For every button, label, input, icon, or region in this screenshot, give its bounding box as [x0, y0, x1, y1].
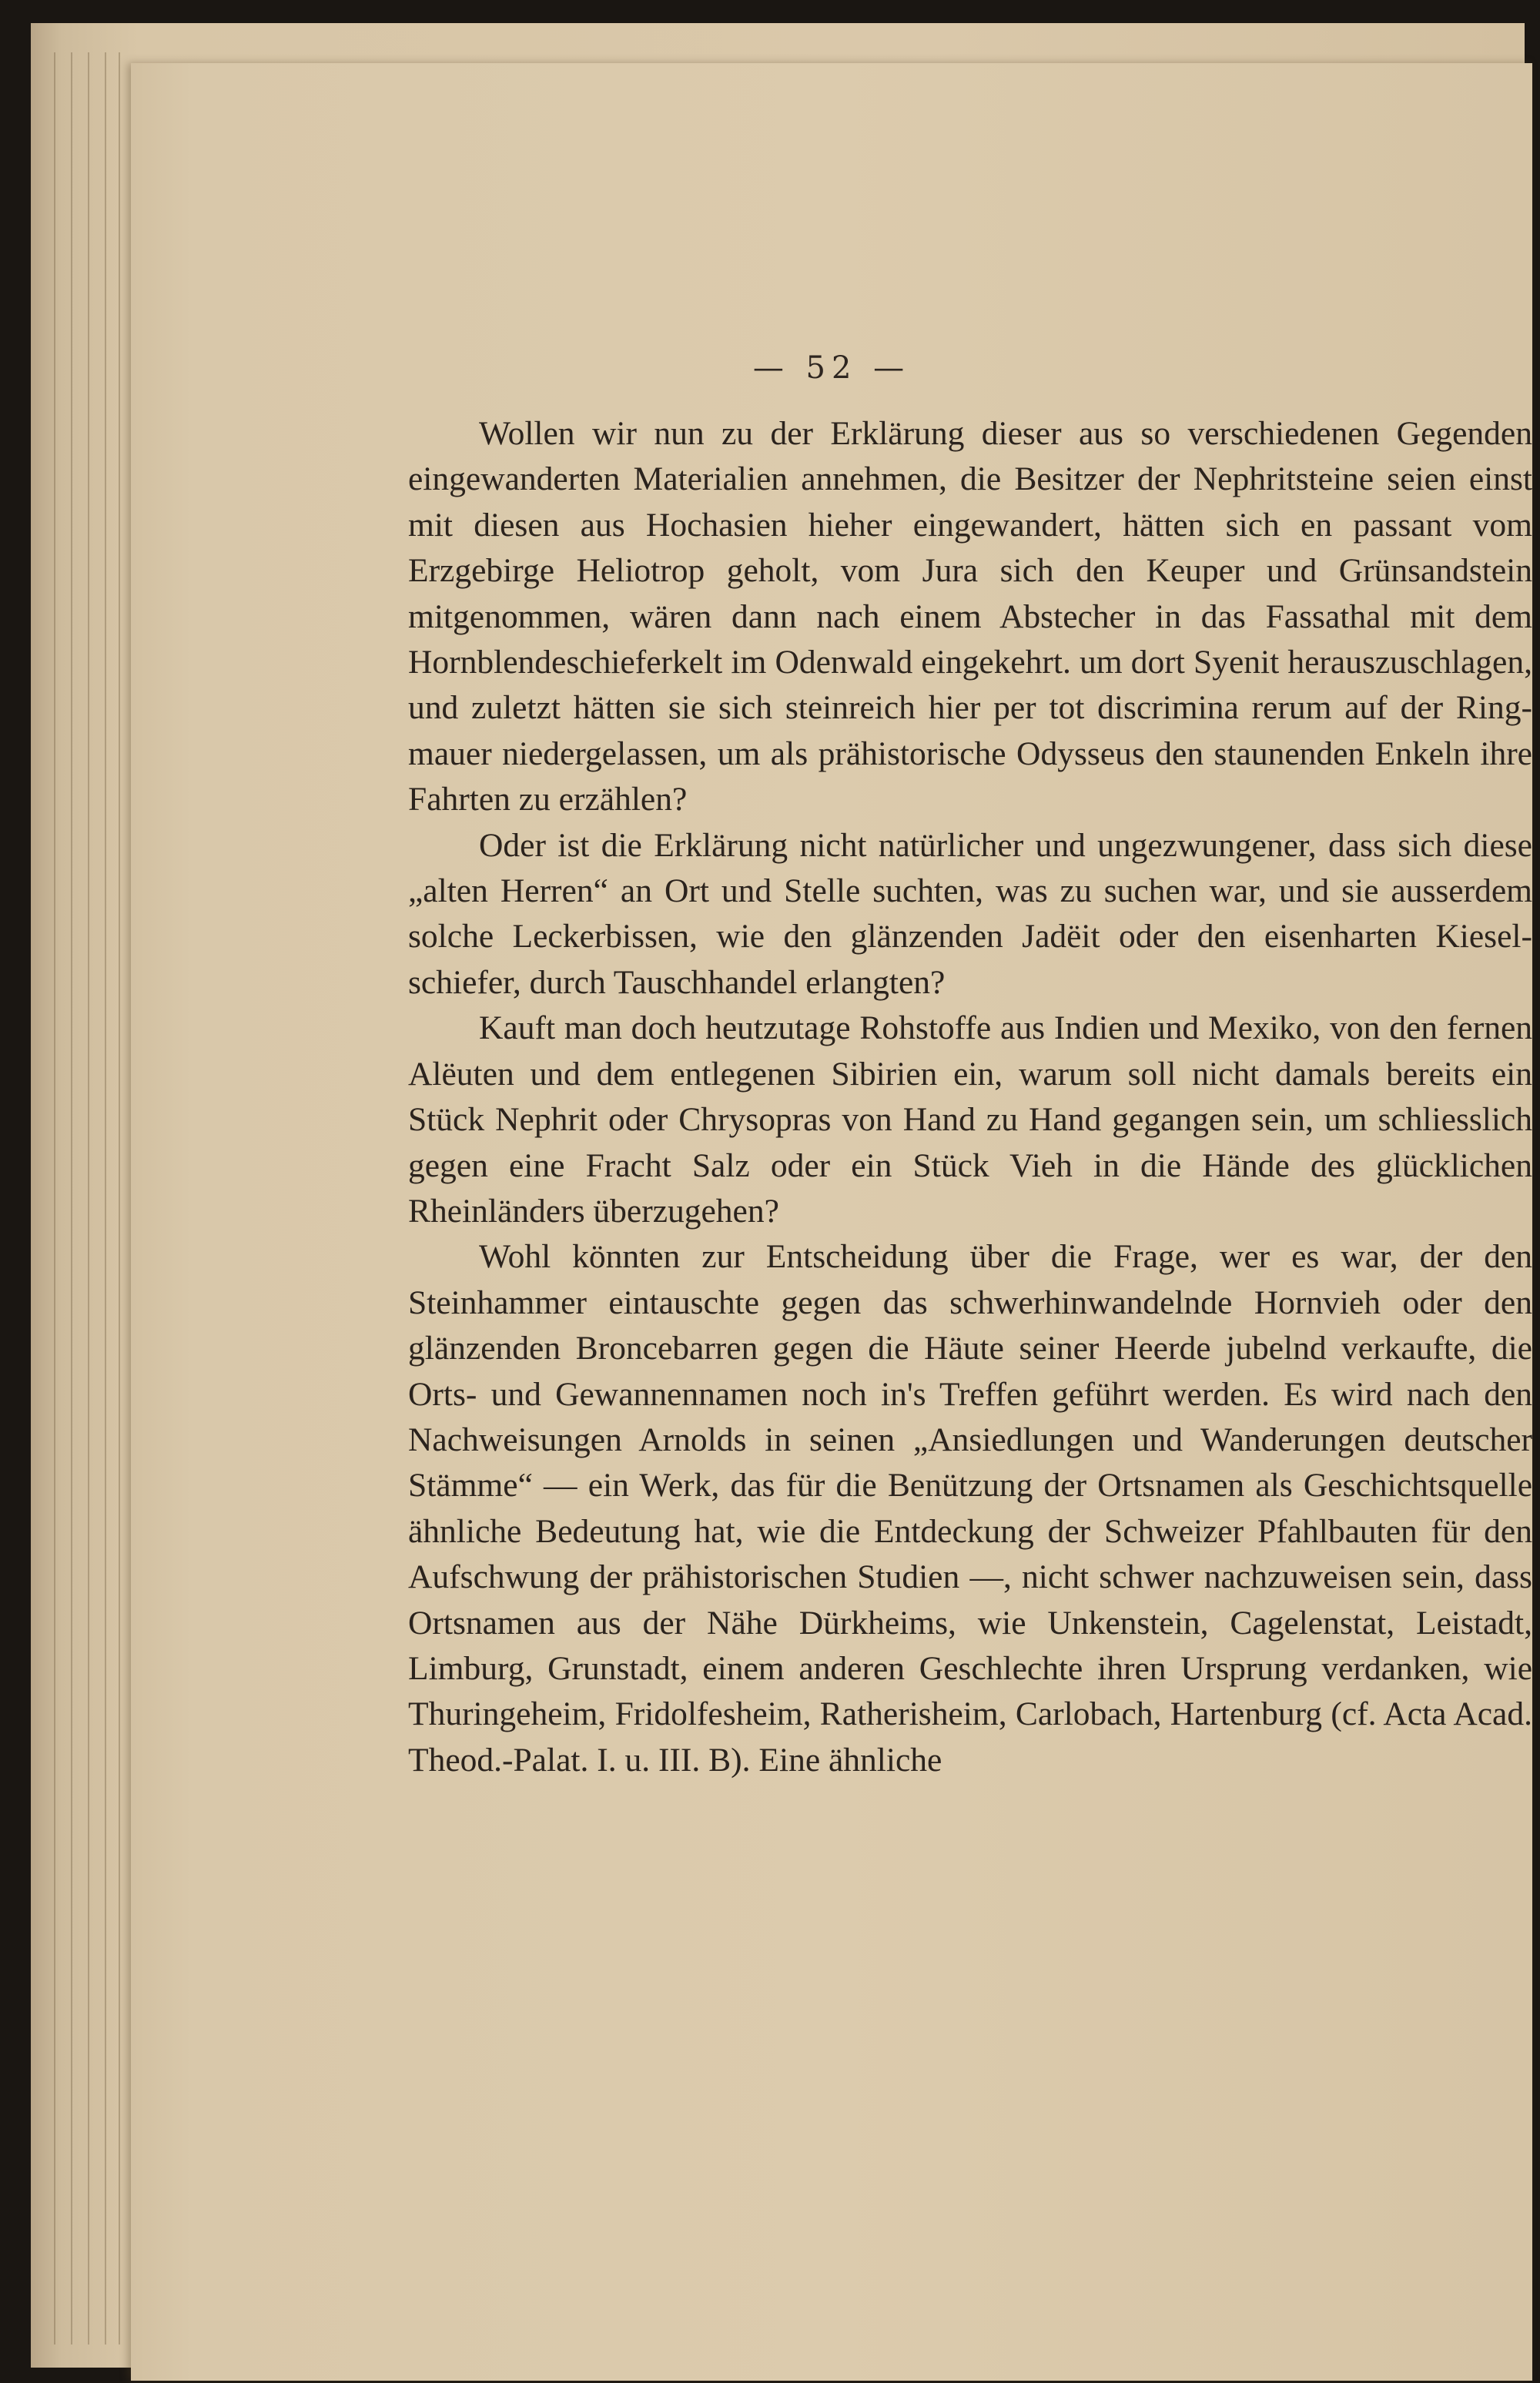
page-edge [54, 52, 55, 2345]
paragraph-3: Kauft man doch heutzutage Rohstoffe aus Indien und Mexiko, von den fernen Alëuten und dem entlegenen Sibirien ein, warum soll nicht damals bereits ein Stück Nephrit oder Chrysopras von Hand zu Hand gegangen sein, um schliesslich gegen eine Fracht Salz oder ein Stück Vieh in die Hände des glücklichen Rheinländers überzugehen? [408, 1009, 1532, 1230]
page-edge [88, 52, 89, 2345]
page-edge [71, 52, 72, 2345]
page-edge [119, 52, 120, 2345]
page-number: — 52 — [752, 350, 911, 386]
book-page [131, 63, 1532, 2381]
paragraph-1: Wollen wir nun zu der Erklärung dieser aus so verschiedenen Gegenden eingewanderten Materialien annehmen, die Besitzer der Nephritsteine seien einst mit diesen aus Hochasien hieher eingewandert, hätten sich en passant vom Erzgebirge Heliotrop geholt, vom Jura sich den Keuper und Grünsandstein mitgenommen, wären dann nach einem Abstecher in das Fassathal mit dem Hornblendeschieferkelt im Odenwald eingekehrt. um dort Syenit herauszuschlagen, und zuletzt hätten sie sich steinreich hier per tot discrimina rerum auf der Ringmauer niedergelassen, um als prähistorische Odysseus den staunenden Enkeln ihre Fahrten zu erzählen? [408, 415, 1532, 818]
body-text [408, 411, 1532, 1783]
paragraph-2: Oder ist die Erklärung nicht natürlicher und ungezwungener, dass sich diese „alten Herren“ an Ort und Stelle suchten, was zu suchen war, und sie ausserdem solche Leckerbissen, wie den glänzenden Jadëit oder den eisenharten Kieselschiefer, durch Tauschhandel erlangten? [408, 826, 1532, 1001]
paragraph-4: Wohl könnten zur Entscheidung über die Frage, wer es war, der den Steinhammer eintauschte gegen das schwerhinwandelnde Hornvieh oder den glänzenden Broncebarren gegen die Häute seiner Heerde jubelnd verkaufte, die Orts- und Gewannennamen noch in's Treffen geführt werden. Es wird nach den Nachweisungen Arnolds in seinen „Ansiedlungen und Wanderungen deutscher Stämme“ — ein Werk, das für die Benützung der Ortsnamen als Geschichtsquelle ähnliche Bedeutung hat, wie die Entdeckung der Schweizer Pfahlbauten für den Aufschwung der prähistorischen Studien —, nicht schwer nachzuweisen sein, dass Ortsnamen aus der Nähe Dürkheims, wie Unkenstein, Cagelenstat, Leistadt, Limburg, Grunstadt, einem anderen Geschlechte ihren Ursprung verdanken, wie Thuringeheim, Fridolfesheim, Ratherisheim, Carlobach, Hartenburg (cf. Acta Acad. Theod.-Palat. I. u. III. B). Eine ähnliche [408, 1238, 1532, 1779]
page-stack [31, 23, 1532, 2368]
page-edge [105, 52, 106, 2345]
